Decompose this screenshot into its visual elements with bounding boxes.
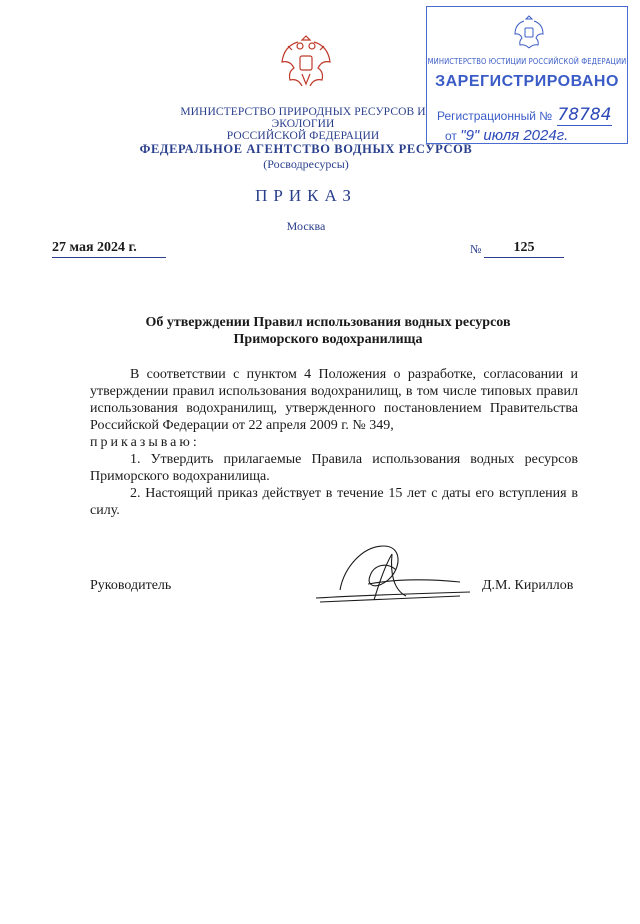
city-name: Москва xyxy=(286,219,326,233)
agency-name: ФЕДЕРАЛЬНОЕ АГЕНТСТВО ВОДНЫХ РЕСУРСОВ xyxy=(139,142,473,156)
stamp-date-prefix: от xyxy=(445,129,457,143)
stamp-regnum-label: Регистрационный № xyxy=(437,109,553,123)
signer-name: Д.М. Кириллов xyxy=(482,578,574,593)
handwritten-signature xyxy=(310,540,480,606)
ministry-line2: РОССИЙСКОЙ ФЕДЕРАЦИИ xyxy=(226,130,380,142)
stamp-registration-number xyxy=(437,105,612,125)
order-word: приказываю: xyxy=(90,435,200,450)
agency-short-name: (Росводресурсы) xyxy=(263,157,349,171)
order-body xyxy=(90,366,578,519)
stamp-ministry-name: МИНИСТЕРСТВО ЮСТИЦИИ РОССИЙСКОЙ ФЕДЕРАЦИИ xyxy=(427,57,627,66)
stamp-registered-label: ЗАРЕГИСТРИРОВАНО xyxy=(435,73,619,90)
stamp-regnum-value: 78784 xyxy=(557,105,612,125)
ministry-line1: МИНИСТЕРСТВО ПРИРОДНЫХ РЕСУРСОВ И ЭКОЛОГИИ xyxy=(180,106,426,130)
subject-line1: Об утверждении Правил использования водных ресурсов xyxy=(145,315,511,330)
order-subject xyxy=(88,314,568,348)
ministry-name xyxy=(150,106,456,142)
order-date: 27 мая 2024 г. xyxy=(52,240,166,258)
document-type-title: ПРИКАЗ xyxy=(255,186,357,205)
coat-of-arms-emblem xyxy=(278,30,334,94)
stamp-emblem-icon xyxy=(513,13,545,51)
subject-line2: Приморского водохранилища xyxy=(233,332,423,347)
order-number: 125 xyxy=(484,240,564,258)
preamble-paragraph: В соответствии с пунктом 4 Положения о разработке, согласовании и утверждении правил использования водохранилищ, в том числе типовых правил использования водохранилищ, утвержденного постановлением Правительства Российской Федерации от 22 апреля 2009 г. № 349, xyxy=(90,367,578,433)
stamp-registration-date xyxy=(445,127,568,144)
number-sign: № xyxy=(470,242,482,256)
stamp-date-value: "9" июля 2024г. xyxy=(460,127,569,144)
order-item-2: 2. Настоящий приказ действует в течение 15 лет с даты его вступления в силу. xyxy=(90,486,578,518)
signer-role: Руководитель xyxy=(90,578,172,593)
order-item-1: 1. Утвердить прилагаемые Правила использования водных ресурсов Приморского водохранилища. xyxy=(90,452,578,484)
registration-stamp xyxy=(426,6,628,144)
